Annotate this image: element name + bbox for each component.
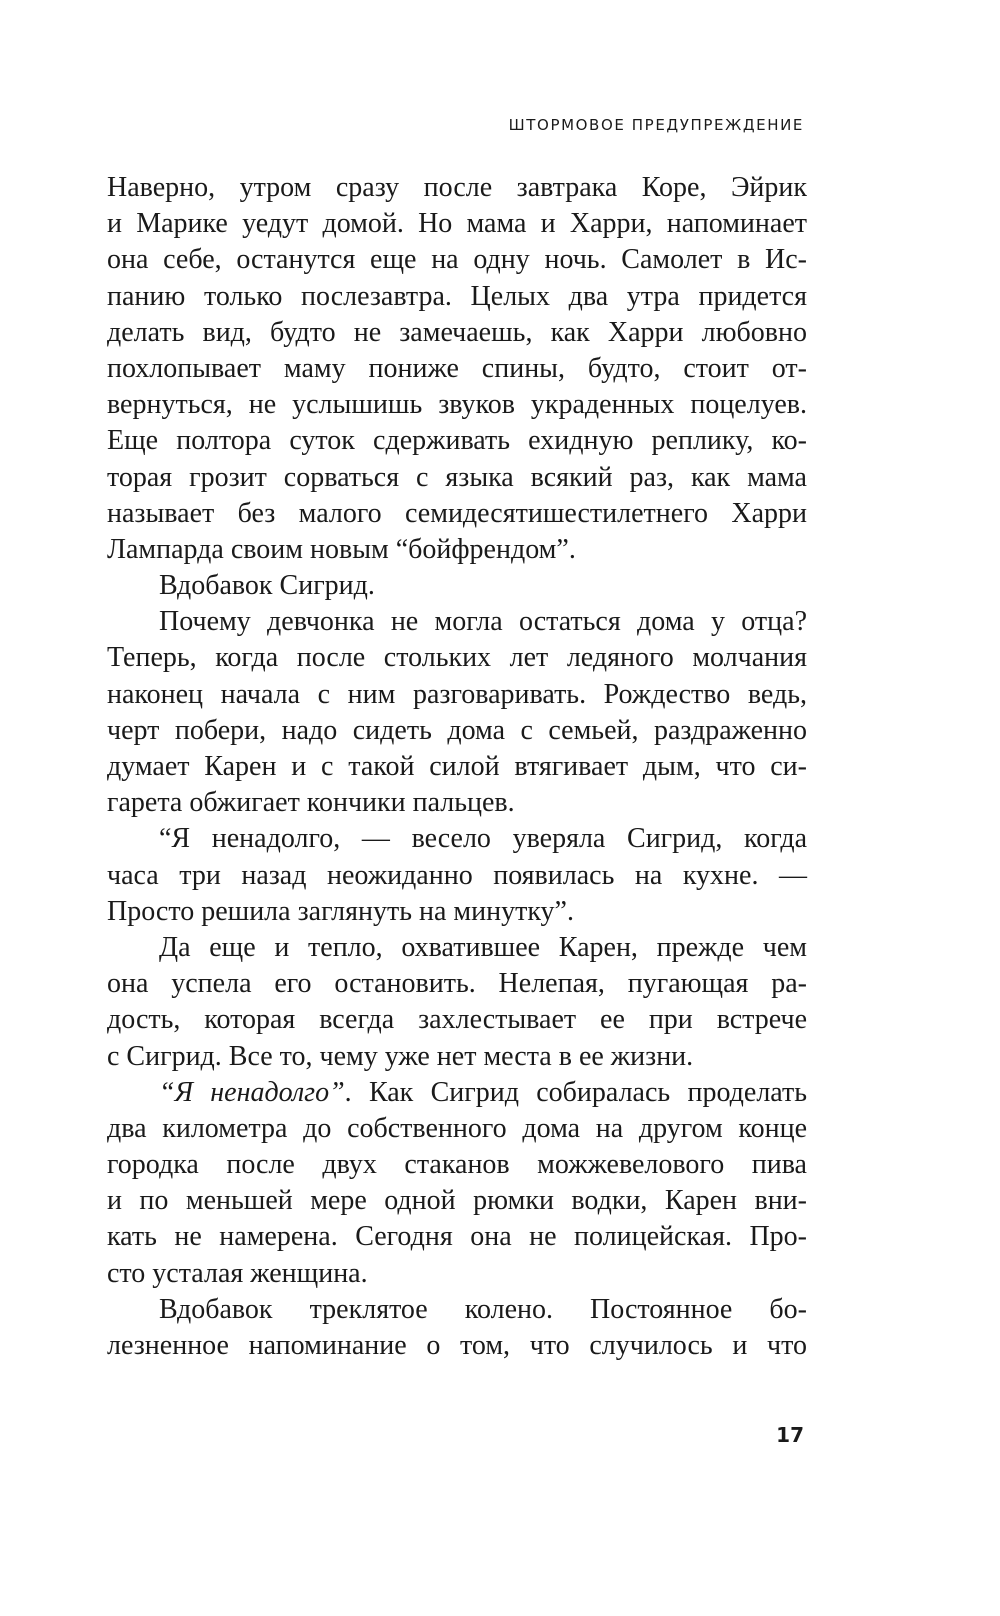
text-line: она себе, останутся еще на одну ночь. Самолет в Ис- (107, 244, 807, 276)
text-line: лезненное напоминание о том, что случилось и что (107, 1330, 807, 1361)
body-text (107, 170, 807, 1364)
text-line: Да еще и тепло, охватившее Карен, прежде чем (159, 931, 807, 963)
text-line: Еще полтора суток сдерживать ехидную реплику, ко- (107, 425, 807, 457)
text-line: сто усталая женщина. (107, 1257, 368, 1289)
text-line: “Я ненадолго, — весело уверяла Сигрид, когда (159, 823, 807, 855)
text-line: Лампарда своим новым “бойфрендом”. (107, 533, 576, 565)
text-line: и по меньшей мере одной рюмки водки, Карен вни- (107, 1185, 807, 1217)
text-line: думает Карен и с такой силой втягивает дым, что си- (107, 751, 807, 782)
text-line: с Сигрид. Все то, чему уже нет места в ее жизни. (107, 1040, 694, 1072)
text-line: часа три назад неожиданно появилась на кухне. — (107, 859, 807, 891)
text-line: наконец начала с ним разговаривать. Рождество ведь, (107, 678, 807, 710)
text-line: вернуться, не услышишь звуков украденных поцелуев. (107, 389, 807, 421)
text-line: два километра до собственного дома на другом конце (107, 1112, 807, 1144)
text-line: панию только послезавтра. Целых два утра придется (107, 280, 807, 312)
text-line: и Марике уедут домой. Но мама и Харри, напоминает (107, 208, 807, 240)
text-line: гарета обжигает кончики пальцев. (107, 787, 515, 819)
text-line: она успела его остановить. Нелепая, пугающая ра- (107, 968, 807, 1000)
text-line: Вдобавок треклятое колено. Постоянное бо- (159, 1293, 807, 1325)
text-line: Просто решила заглянуть на минутку”. (107, 895, 574, 927)
text-line: дость, которая всегда захлестывает ее при встрече (107, 1004, 807, 1036)
text-line: городка после двух стаканов можжевелового пива (107, 1149, 807, 1181)
text-fragment: . Как Сигрид собиралась проделать (344, 1076, 807, 1108)
text-line: Почему девчонка не могла остаться дома у отца? (159, 606, 807, 638)
text-line: похлопывает маму пониже спины, будто, стоит от- (107, 352, 807, 384)
text-line: Теперь, когда после стольких лет ледяного молчания (107, 642, 807, 674)
page-number: 17 (776, 1423, 804, 1447)
text-line: черт побери, надо сидеть дома с семьей, раздраженно (107, 714, 807, 746)
text-line: Наверно, утром сразу после завтрака Коре, Эйрик (107, 172, 807, 203)
text-line: торая грозит сорваться с языка всякий раз, как мама (107, 461, 807, 493)
text-line: называет без малого семидесятишестилетнего Харри (107, 497, 807, 529)
italic-quote: “Я ненадолго” (159, 1076, 345, 1108)
text-line: Вдобавок Сигрид. (159, 570, 375, 602)
text-line: делать вид, будто не замечаешь, как Харри любовно (107, 316, 807, 348)
running-head: ШТОРМОВОЕ ПРЕДУПРЕЖДЕНИЕ (508, 116, 804, 134)
text-line-mixed (107, 1075, 807, 1111)
text-line: кать не намерена. Сегодня она не полицейская. Про- (107, 1221, 807, 1253)
